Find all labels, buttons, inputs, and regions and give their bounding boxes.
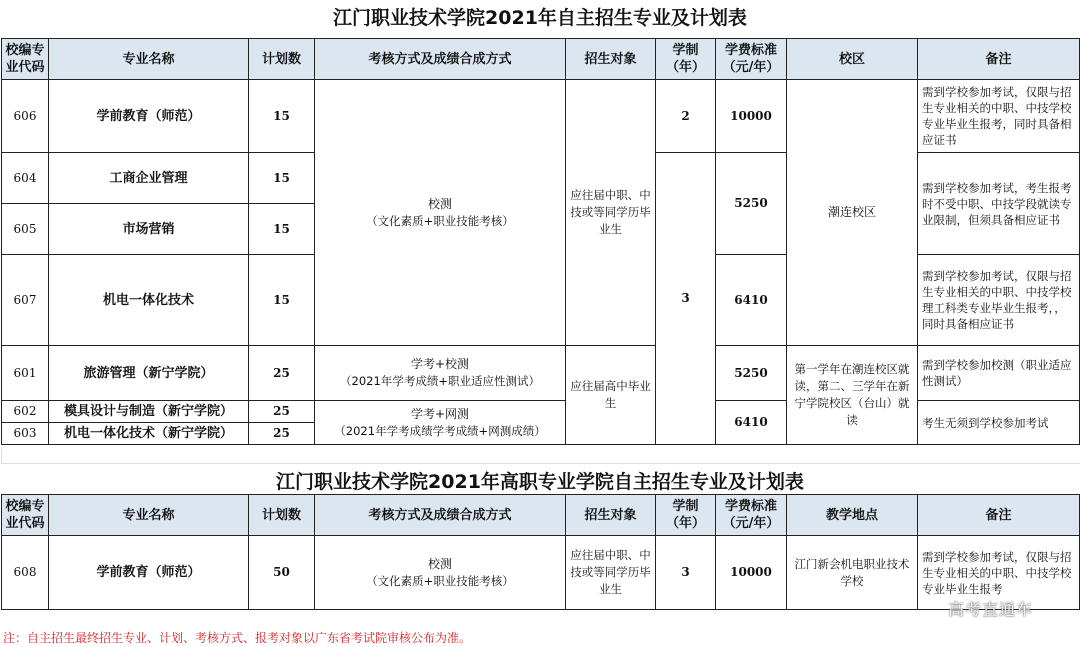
- header-name: 专业名称: [49, 495, 249, 536]
- tuition-fee: 6410: [716, 401, 787, 445]
- tuition-fee: 10000: [716, 80, 787, 153]
- major-name: 机电一体化技术: [49, 255, 249, 346]
- major-name: 工商企业管理: [49, 153, 249, 204]
- footnote: 注：自主招生最终招生专业、计划、考核方式、报考对象以广东省考试院审核公布为准。: [3, 631, 472, 645]
- exam-method-detail: （2021年学考成绩学考成绩+网测成绩）: [334, 423, 546, 438]
- target-students: 应往届高中毕业生: [566, 346, 656, 445]
- major-code: 601: [2, 346, 49, 401]
- header-plan: 计划数: [249, 495, 315, 536]
- header-target: 招生对象: [566, 495, 656, 536]
- major-code: 604: [2, 153, 49, 204]
- campus-cell: 第一学年在潮连校区就读，第二、三学年在新宁学院校区（台山）就读: [787, 346, 918, 445]
- header-exam: 考核方式及成绩合成方式: [315, 495, 566, 536]
- major-code: 603: [2, 423, 49, 445]
- header-row: [2, 39, 1080, 80]
- study-years: 2: [656, 80, 716, 153]
- table-row: [2, 401, 1080, 423]
- table-spacer: [1, 447, 1080, 464]
- major-name: 学前教育（师范）: [49, 80, 249, 153]
- exam-method-detail: （文化素质+职业技能考核）: [366, 213, 514, 228]
- header-fee: 学费标准（元/年）: [716, 39, 787, 80]
- enrollment-plan-table: [1, 38, 1080, 445]
- target-students: 应往届中职、中技或等同学历毕业生: [566, 80, 656, 346]
- tuition-fee: 5250: [716, 346, 787, 401]
- remark: 需到学校参加考试，仅限与招生专业相关的中职、中技学校理工科类专业毕业生报考，，同时具备相应证书: [918, 255, 1080, 346]
- exam-method-title: 校测: [427, 196, 452, 211]
- exam-method-cell: [315, 346, 566, 401]
- header-location: 教学地点: [787, 495, 918, 536]
- table1-title: 江门职业技术学院2021年自主招生专业及计划表: [333, 7, 747, 29]
- major-code: 608: [2, 536, 49, 610]
- remark: 需到学校参加考试，仅限与招生专业相关的中职、中技学校专业毕业生报考: [918, 536, 1080, 610]
- header-years: 学制（年）: [656, 39, 716, 80]
- major-code: 605: [2, 204, 49, 255]
- major-code: 602: [2, 401, 49, 423]
- plan-count: 15: [249, 80, 315, 153]
- table-row: [2, 346, 1080, 401]
- table-row: [2, 80, 1080, 153]
- watermark-text: 高考直通车: [948, 600, 1034, 619]
- header-target: 招生对象: [566, 39, 656, 80]
- remark: 需到学校参加考试，仅限与招生专业相关的中职、中技学校专业毕业生报考，同时具备相应证书: [918, 80, 1080, 153]
- major-name: 旅游管理（新宁学院）: [49, 346, 249, 401]
- remark: 需到学校参加考试，考生报考时不受中职、中技学段就读专业限制，但须具备相应证书: [918, 153, 1080, 255]
- plan-count: 15: [249, 255, 315, 346]
- plan-count: 25: [249, 346, 315, 401]
- table2-title: 江门职业技术学院2021年高职专业学院自主招生专业及计划表: [276, 471, 804, 493]
- study-years: 3: [656, 153, 716, 445]
- vocational-college-plan-table: [1, 494, 1080, 610]
- plan-count: 15: [249, 204, 315, 255]
- header-exam: 考核方式及成绩合成方式: [315, 39, 566, 80]
- exam-method-detail: （2021年学考成绩+职业适应性测试）: [340, 374, 540, 388]
- header-campus: 校区: [787, 39, 918, 80]
- plan-count: 25: [249, 423, 315, 445]
- plan-count: 50: [249, 536, 315, 610]
- exam-method-cell: [315, 536, 566, 610]
- target-students: 应往届中职、中技或等同学历毕业生: [566, 536, 656, 610]
- major-code: 606: [2, 80, 49, 153]
- exam-method-detail: （文化素质+职业技能考核）: [366, 573, 514, 588]
- exam-method-title: 学考+网测: [410, 406, 470, 421]
- study-years: 3: [656, 536, 716, 610]
- tuition-fee: 6410: [716, 255, 787, 346]
- campus-cell: 潮连校区: [787, 80, 918, 346]
- exam-method-cell: [315, 80, 566, 346]
- major-code: 607: [2, 255, 49, 346]
- major-name: 市场营销: [49, 204, 249, 255]
- remark: 考生无须到学校参加考试: [918, 401, 1080, 445]
- plan-count: 25: [249, 401, 315, 423]
- header-plan: 计划数: [249, 39, 315, 80]
- tuition-fee: 5250: [716, 153, 787, 255]
- header-code: 校编专业代码: [2, 495, 49, 536]
- plan-count: 15: [249, 153, 315, 204]
- header-fee: 学费标准（元/年）: [716, 495, 787, 536]
- remark: 需到学校参加校测（职业适应性测试）: [918, 346, 1080, 401]
- header-row: [2, 495, 1080, 536]
- major-name: 模具设计与制造（新宁学院）: [49, 401, 249, 423]
- exam-method-title: 校测: [427, 556, 452, 571]
- header-name: 专业名称: [49, 39, 249, 80]
- header-years: 学制（年）: [656, 495, 716, 536]
- header-note: 备注: [918, 495, 1080, 536]
- exam-method-title: 学考+校测: [410, 357, 470, 371]
- exam-method-cell: [315, 401, 566, 445]
- header-code: 校编专业代码: [2, 39, 49, 80]
- teaching-location: 江门新会机电职业技术学校: [787, 536, 918, 610]
- tuition-fee: 10000: [716, 536, 787, 610]
- major-name: 机电一体化技术（新宁学院）: [49, 423, 249, 445]
- table-row: [2, 536, 1080, 610]
- header-note: 备注: [918, 39, 1080, 80]
- major-name: 学前教育（师范）: [49, 536, 249, 610]
